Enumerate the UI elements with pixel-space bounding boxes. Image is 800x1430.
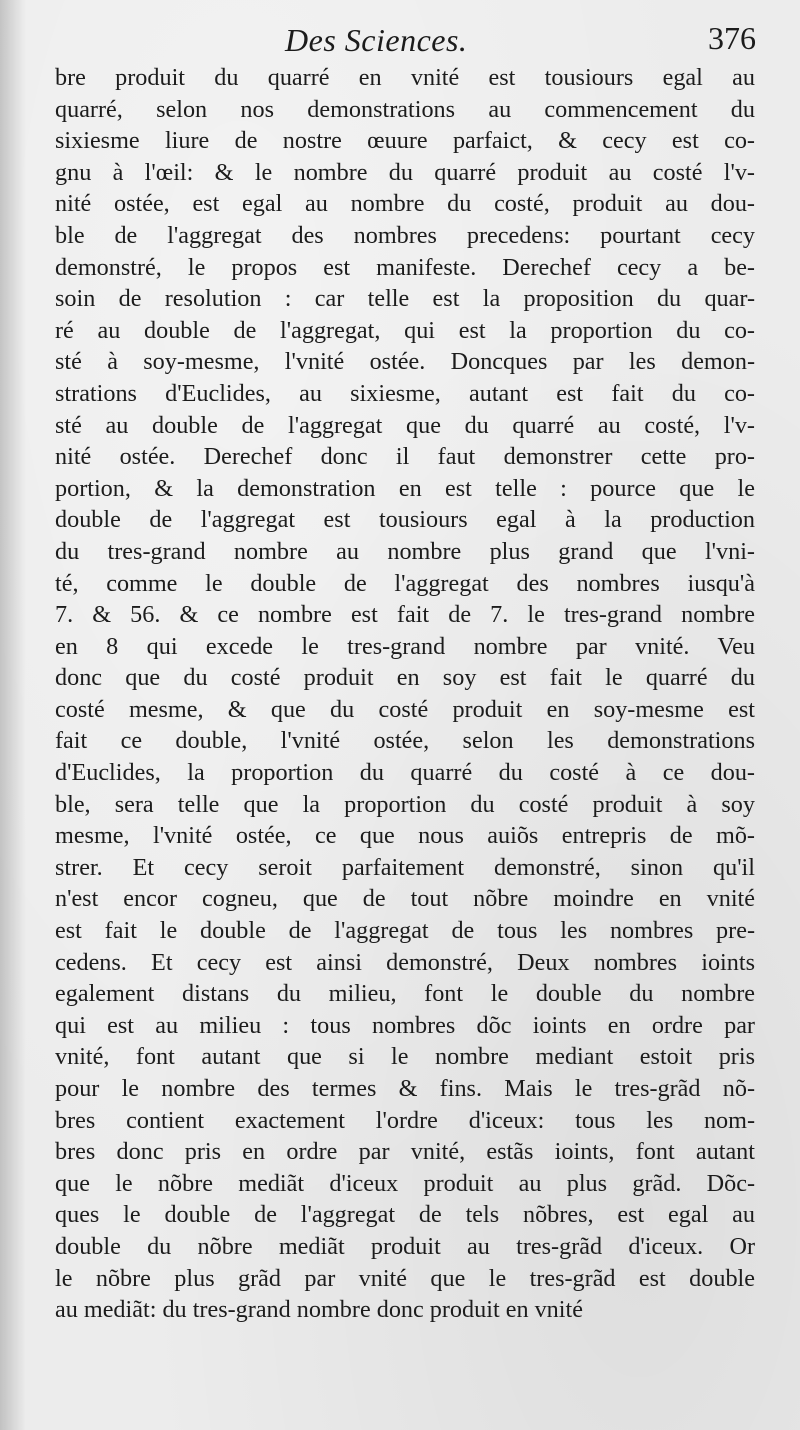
text-line: qui est au milieu : tous nombres dõc ioints en ordre par (55, 1011, 755, 1039)
text-line: ble, sera telle que la proportion du costé produit à soy (55, 790, 755, 818)
text-line: vnité, font autant que si le nombre mediant estoit pris (55, 1043, 755, 1071)
page-number: 376 (708, 20, 756, 56)
text-line: té, comme le double de l'aggregat des nombres iusqu'à (55, 569, 755, 597)
page-header (60, 22, 760, 62)
text-line: strations d'Euclides, au sixiesme, autant est fait du co- (55, 379, 755, 407)
text-line: strer. Et cecy seroit parfaitement demonstré, sinon qu'il (55, 853, 755, 881)
text-line: ques le double de l'aggregat de tels nõbres, est egal au (55, 1201, 755, 1229)
text-line: le nõbre plus grãd par vnité que le tres-grãd est double (55, 1264, 755, 1292)
text-line: au mediãt: du tres-grand nombre donc produit en vnité (55, 1296, 583, 1324)
text-line: sté au double de l'aggregat que du quarré au costé, l'v- (55, 411, 755, 439)
text-line: bres contient exactement l'ordre d'iceux: tous les nom- (55, 1106, 755, 1134)
text-line: en 8 qui excede le tres-grand nombre par vnité. Veu (55, 632, 755, 660)
text-line: nité ostée, est egal au nombre du costé, produit au dou- (55, 190, 755, 218)
text-line: double de l'aggregat est tousiours egal à la production (55, 506, 755, 534)
text-line: d'Euclides, la proportion du quarré du costé à ce dou- (55, 759, 755, 787)
text-line: fait ce double, l'vnité ostée, selon les demonstrations (55, 727, 755, 755)
text-line: ble de l'aggregat des nombres precedens: pourtant cecy (55, 221, 755, 249)
text-line: mesme, l'vnité ostée, ce que nous auiõs entrepris de mõ- (55, 822, 755, 850)
text-line: bres donc pris en ordre par vnité, estãs ioints, font autant (55, 1138, 755, 1166)
text-line: egalement distans du milieu, font le double du nombre (55, 980, 755, 1008)
text-line: que le nõbre mediãt d'iceux produit au plus grãd. Dõc- (55, 1169, 755, 1197)
body-text (55, 62, 755, 1326)
text-line: quarré, selon nos demonstrations au commencement du (55, 95, 755, 123)
text-line: soin de resolution : car telle est la proposition du quar- (55, 285, 755, 313)
text-line: sixiesme liure de nostre œuure parfaict, & cecy est co- (55, 127, 755, 155)
text-line: demonstré, le propos est manifeste. Derechef cecy a be- (55, 253, 755, 281)
text-line: 7. & 56. & ce nombre est fait de 7. le tres-grand nombre (55, 601, 755, 629)
text-line: donc que du costé produit en soy est fait le quarré du (55, 664, 755, 692)
text-line: gnu à l'œil: & le nombre du quarré produit au costé l'v- (55, 158, 755, 186)
text-line: du tres-grand nombre au nombre plus grand que l'vni- (55, 537, 755, 565)
running-title: Des Sciences. (285, 22, 468, 58)
text-line: double du nõbre mediãt produit au tres-grãd d'iceux. Or (55, 1232, 755, 1260)
text-line: est fait le double de l'aggregat de tous les nombres pre- (55, 917, 755, 945)
text-line: nité ostée. Derechef donc il faut demonstrer cette pro- (55, 443, 755, 471)
text-line: ré au double de l'aggregat, qui est la proportion du co- (55, 316, 755, 344)
gutter-shadow (0, 0, 26, 1430)
text-line: portion, & la demonstration en est telle : pource que le (55, 474, 755, 502)
text-line: bre produit du quarré en vnité est tousiours egal au (55, 64, 755, 91)
text-line: pour le nombre des termes & fins. Mais le tres-grãd nõ- (55, 1075, 755, 1102)
text-line: n'est encor cogneu, que de tout nõbre moindre en vnité (55, 885, 755, 913)
text-line: sté à soy-mesme, l'vnité ostée. Doncques par les demon- (55, 348, 755, 376)
text-line: cedens. Et cecy est ainsi demonstré, Deux nombres ioints (55, 948, 755, 976)
text-line: costé mesme, & que du costé produit en soy-mesme est (55, 695, 755, 723)
